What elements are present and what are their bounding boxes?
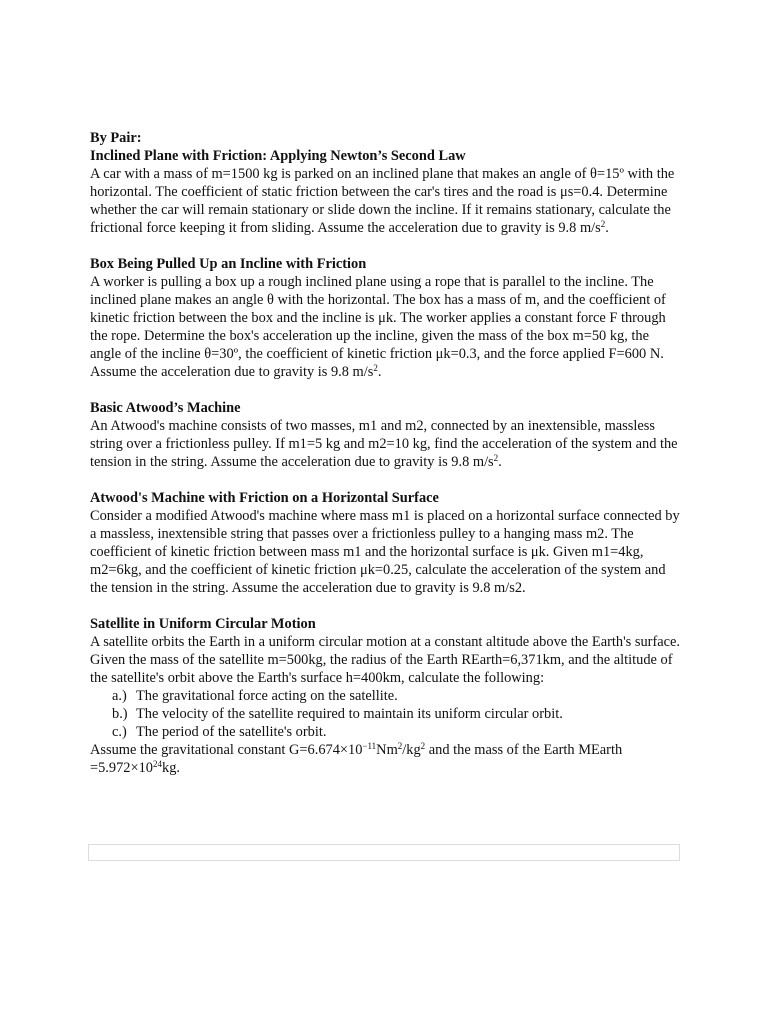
list-marker: b.): [112, 706, 128, 722]
section-atwood-basic: [90, 399, 680, 471]
section-box-incline: [90, 255, 680, 381]
superscript: 24: [153, 759, 163, 769]
section-title: Inclined Plane with Friction: Applying Newton’s Second Law: [90, 148, 466, 164]
section-body: [90, 273, 680, 381]
closing-part: Nm: [376, 742, 398, 758]
section-inclined-plane: [90, 129, 680, 237]
document-page: [90, 129, 680, 795]
section-atwood-friction: [90, 489, 680, 597]
list-item: [90, 723, 680, 741]
body-text: An Atwood's machine consists of two masses, m1 and m2, connected by an inextensible, massless string over a frictionless pulley. If m1=5 kg and m2=10 kg, find the acceleration of the system and the tension in the string. Assume the acceleration due to gravity is 9.8 m/s: [90, 418, 678, 470]
list-item-text: The velocity of the satellite required to maintain its uniform circular orbit.: [136, 706, 563, 722]
closing-part: Assume the gravitational constant G=6.674×10: [90, 742, 363, 758]
section-satellite: [90, 615, 680, 777]
section-body: [90, 417, 680, 471]
section-body: Consider a modified Atwood's machine where mass m1 is placed on a horizontal surface connected by a massless, inextensible string that passes over a frictionless pulley to a hanging mass m2. The coefficient of kinetic friction between mass m1 and the horizontal surface is μk. Given m1=4kg, m2=6kg, and the coefficient of kinetic friction μk=0.25, calculate the acceleration of the system and the tension in the string. Assume the acceleration due to gravity is 9.8 m/s2.: [90, 508, 680, 596]
superscript: 2: [373, 363, 378, 373]
superscript: 2: [600, 219, 606, 229]
list-item-text: The gravitational force acting on the satellite.: [136, 688, 398, 704]
closing-part: /kg: [402, 742, 421, 758]
empty-footer-box: [88, 844, 680, 861]
superscript: 2: [397, 741, 403, 751]
section-title: Box Being Pulled Up an Incline with Friction: [90, 256, 367, 272]
section-title: Atwood's Machine with Friction on a Horizontal Surface: [90, 490, 439, 506]
list-marker: c.): [112, 724, 127, 740]
closing-text: [90, 741, 680, 777]
body-text-end: .: [605, 220, 609, 236]
superscript: −11: [362, 741, 377, 751]
document-label: By Pair:: [90, 130, 142, 146]
list-item-text: The period of the satellite's orbit.: [136, 724, 327, 740]
superscript: 2: [420, 741, 426, 751]
body-text: A car with a mass of m=1500 kg is parked on an inclined plane that makes an angle of θ=15º with the horizontal. The coefficient of static friction between the car's tires and the road is μs=0.4. Determine whether the car will remain stationary or slide down the incline. If it remains stationary, calculate the frictional force keeping it from sliding. Assume the acceleration due to gravity is 9.8 m/s: [90, 166, 675, 236]
list-marker: a.): [112, 688, 127, 704]
section-body: [90, 165, 680, 237]
superscript: 2: [493, 453, 499, 463]
closing-part: and the mass of the Earth MEarth =5.972×10: [90, 742, 623, 776]
list-item: [90, 687, 680, 705]
closing-part: kg.: [162, 760, 181, 776]
question-list: [90, 687, 680, 741]
body-text-end: .: [498, 454, 502, 470]
section-body: A satellite orbits the Earth in a uniform circular motion at a constant altitude above the Earth's surface. Given the mass of the satellite m=500kg, the radius of the Earth REarth=6,371km, and the altitude of the satellite's orbit above the Earth's surface h=400km, calculate the following:: [90, 634, 681, 686]
body-text: A worker is pulling a box up a rough inclined plane using a rope that is parallel to the incline. The inclined plane makes an angle θ with the horizontal. The box has a mass of m, and the coefficient of kinetic friction between the box and the incline is μk. The worker applies a constant force F through the rope. Determine the box's acceleration up the incline, given the mass of the box m=50 kg, the angle of the incline θ=30º, the coefficient of kinetic friction μk=0.3, and the force applied F=600 N. Assume the acceleration due to gravity is 9.8 m/s: [90, 274, 666, 380]
body-text-end: .: [377, 364, 382, 380]
section-title: Satellite in Uniform Circular Motion: [90, 616, 316, 632]
section-title: Basic Atwood’s Machine: [90, 400, 241, 416]
list-item: [90, 705, 680, 723]
